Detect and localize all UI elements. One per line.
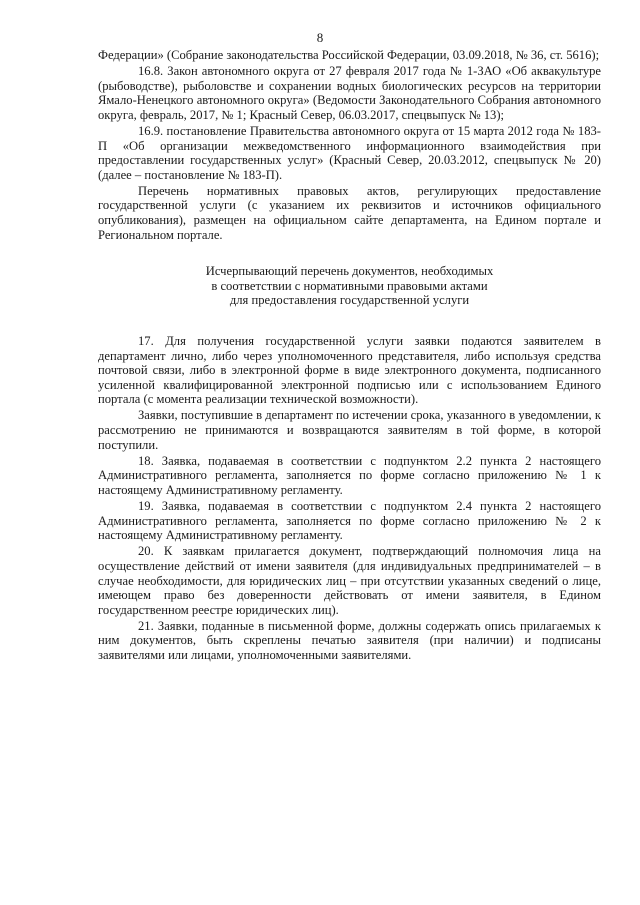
paragraph-17: 17. Для получения государственной услуги заявки подаются заявителем в департамент лично, либо через уполномоченного представителя, либо используя средства почтовой связи, либо в электронной форме в виде электронного документа, подписанного усиленной квалифицированной электронной подписью или с использованием Единого портала (с момента реализации технической возможности). [98,334,601,407]
paragraph-16-8: 16.8. Закон автономного округа от 27 февраля 2017 года № 1-ЗАО «Об аквакультуре (рыбоводстве), рыболовстве и сохранении водных биологических ресурсов на территории Ямало-Ненецкого автономного округа» (Ведомости Законодательного Собрания автономного округа, февраль, 2017, № 1; Красный Север, 06.03.2017, спецвыпуск № 13); [98,64,601,122]
paragraph-federation-ref: Федерации» (Собрание законодательства Российской Федерации, 03.09.2018, № 36, ст. 5616); [98,48,600,62]
paragraph-16-9: 16.9. постановление Правительства автономного округа от 15 марта 2012 года № 183-П «Об организации межведомственного информационного взаимодействия при предоставлении государственных услуг» (Красный Север, 20.03.2012, спецвыпуск № 20) (далее – постановление № 183-П). [98,123,601,182]
section-heading [98,264,601,308]
heading-line-3: для предоставления государственной услуги [229,293,470,308]
paragraph-legal-acts-list: Перечень нормативных правовых актов, регулирующих предоставление государственной услуги (с указанием их реквизитов и источников официального опубликования), размещен на официальном сайте департамента, на Едином портале и Региональном портале. [98,183,601,242]
heading-line-1: Исчерпывающий перечень документов, необходимых [205,264,494,279]
paragraph-19: 19. Заявка, подаваемая в соответствии с подпунктом 2.4 пункта 2 настоящего Административного регламента, заполняется по форме согласно приложению № 2 к настоящему Административному регламенту. [98,499,601,543]
heading-line-2: в соответствии с нормативными правовыми актами [211,278,488,293]
page-number: 8 [316,30,324,45]
paragraph-20: 20. К заявкам прилагается документ, подтверждающий полномочия лица на осуществление действий от имени заявителя (для индивидуальных предпринимателей – в случае необходимости, для юридических лиц – при отсутствии указанных сведений о лице, имеющем право без доверенности действовать от имени заявителя, в Едином государственном реестре юридических лиц). [98,544,601,617]
document-body [98,48,601,664]
paragraph-18: 18. Заявка, подаваемая в соответствии с подпунктом 2.2 пункта 2 настоящего Административного регламента, заполняется по форме согласно приложению № 1 к настоящему Административному регламенту. [98,453,601,497]
paragraph-late-applications: Заявки, поступившие в департамент по истечении срока, указанного в уведомлении, к рассмотрению не принимаются и возвращаются заявителям в той форме, в которой поступили. [98,408,601,452]
paragraph-21: 21. Заявки, поданные в письменной форме, должны содержать опись прилагаемых к ним документов, быть скреплены печатью заявителя (при наличии) и подписаны заявителями или лицами, уполномоченными заявителями. [98,618,601,662]
